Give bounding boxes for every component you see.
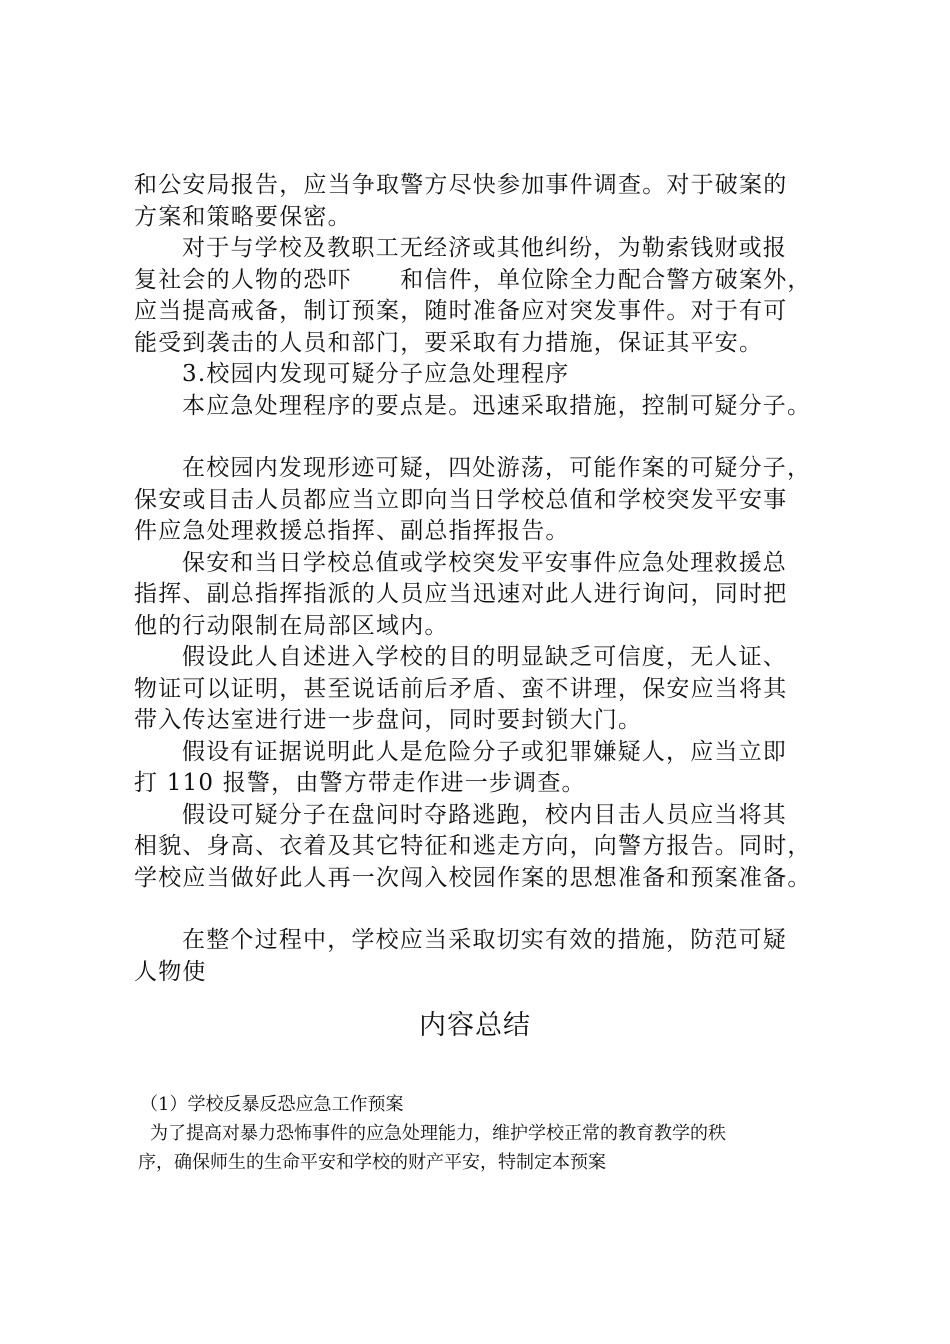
- text-line: 保安或目击人员都应当立即向当日学校总值和学校突发平安事: [134, 486, 788, 513]
- summary-heading: （1）学校反暴反恐应急工作预案: [140, 1094, 404, 1115]
- text-line: 学校应当做好此人再一次闯入校园作案的思想准备和预案准备。: [134, 864, 812, 891]
- text-line: 假设有证据说明此人是危险分子或犯罪嫌疑人，应当立即: [182, 738, 787, 765]
- text-line: 在校园内发现形迹可疑，四处游荡，可能作案的可疑分子，: [182, 455, 812, 481]
- summary-line: 为了提高对暴力恐怖事件的应急处理能力，维护学校正常的教育教学的秩: [150, 1123, 726, 1144]
- text-line: 件应急处理救援总指挥、副总指挥报告。: [134, 518, 570, 544]
- text-line: 方案和策略要保密。: [134, 203, 352, 230]
- summary-section: [138, 1090, 828, 1177]
- text-line: 能受到袭击的人员和部门，要采取有力措施，保证其平安。: [134, 329, 764, 356]
- text-line: 人物使: [134, 958, 207, 985]
- text-line: 对于与学校及教职工无经济或其他纠纷，为勒索钱财或报: [182, 235, 787, 261]
- text-line: 他的行动限制在局部区域内。: [134, 612, 449, 639]
- summary-title: 内容总结: [419, 1010, 531, 1041]
- text-line: 应当提高戒备，制订预案，随时准备应对突发事件。对于有可: [134, 298, 788, 324]
- text-line: 相貌、身高、衣着及其它特征和逃走方向，向警方报告。同时，: [134, 833, 812, 859]
- text-line: 假设此人自述进入学校的目的明显缺乏可信度，无人证、: [182, 644, 787, 670]
- text-line: 本应急处理程序的要点是。迅速采取措施，控制可疑分子。: [182, 392, 812, 419]
- text-line: 打 110 报警，由警方带走作进一步调查。: [134, 770, 586, 796]
- text-line: 复社会的人物的恐吓 和信件，单位除全力配合警方破案外，: [134, 266, 812, 293]
- document-body: [134, 170, 824, 988]
- text-line: 假设可疑分子在盘问时夺路逃跑，校内目击人员应当将其: [182, 801, 787, 828]
- text-line: 指挥、副总指挥指派的人员应当迅速对此人进行询问，同时把: [134, 581, 788, 607]
- text-line: 保安和当日学校总值或学校突发平安事件应急处理救援总: [182, 549, 787, 576]
- paragraph-gap: [134, 422, 824, 453]
- section-heading: 3.校园内发现可疑分子应急处理程序: [182, 361, 570, 387]
- paragraph-gap: [134, 894, 824, 925]
- text-line: 和公安局报告，应当争取警方尽快参加事件调查。对于破案的: [134, 172, 788, 198]
- summary-line: 序，确保师生的生命平安和学校的财产平安，特制定本预案: [138, 1152, 606, 1173]
- text-line: 在整个过程中，学校应当采取切实有效的措施，防范可疑: [182, 927, 787, 953]
- text-line: 带入传达室进行进一步盘问，同时要封锁大门。: [134, 707, 643, 733]
- text-line: 物证可以证明，甚至说话前后矛盾、蛮不讲理，保安应当将其: [134, 675, 788, 702]
